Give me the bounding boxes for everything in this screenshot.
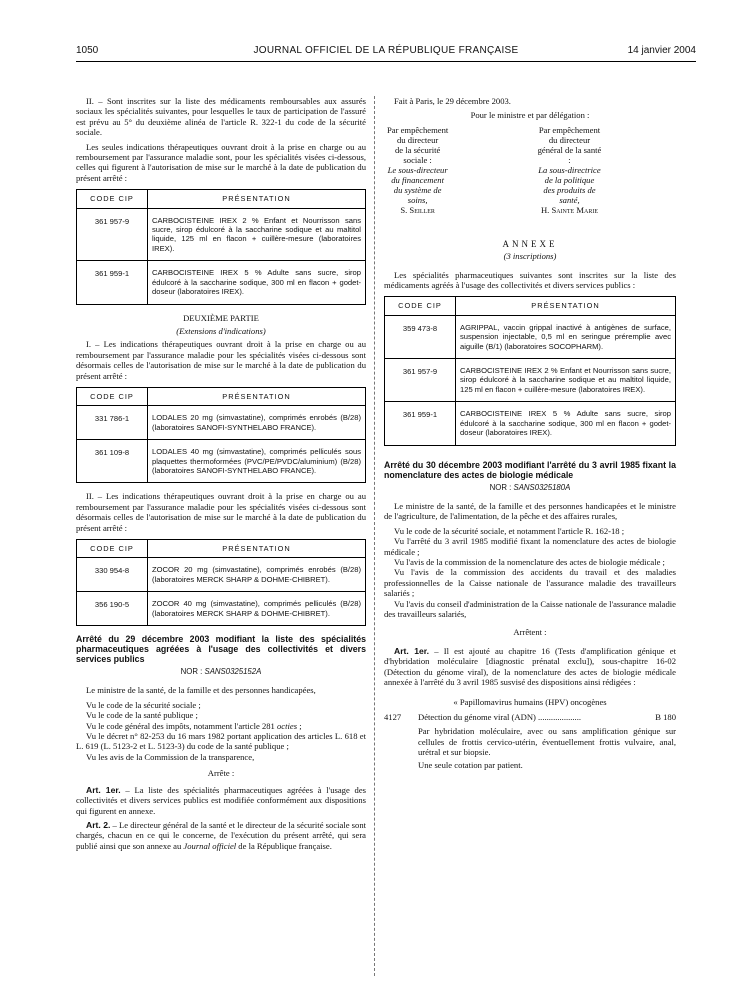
presentation: ZOCOR 20 mg (simvastatine), comprimés enrobés (B/28) (laboratoires MERCK SHARP & DOHME-CHIBRET). xyxy=(148,558,366,592)
annexe-subtitle: (3 inscriptions) xyxy=(503,251,557,262)
cip-code: 361 957-9 xyxy=(385,359,456,402)
nomenclature-line xyxy=(384,712,676,722)
visa: Vu le décret n° 82-253 du 16 mars 1982 portant application des articles L. 618 et L. 619 (L. 5123-2 et L. 5123-3) du code de la santé publique ; xyxy=(76,731,366,752)
table-row xyxy=(385,315,676,358)
presentation: LODALES 20 mg (simvastatine), comprimés enrobés (B/28) (laboratoires SANOFI-SYNTHELABO FRANCE). xyxy=(148,406,366,440)
cip-table-1 xyxy=(76,189,366,304)
hpv-heading: « Papillomavirus humains (HPV) oncogènes xyxy=(453,697,607,708)
visa: Vu le code général des impôts, notamment l'article 281 octies ; xyxy=(86,720,302,731)
nor-label: NOR : xyxy=(489,482,512,492)
col-header-code: CODE CIP xyxy=(77,540,148,558)
column-divider xyxy=(374,96,375,976)
nor-reference xyxy=(76,667,366,677)
visa: Vu les avis de la Commission de la transparence, xyxy=(86,751,255,762)
presentation: CARBOCISTEINE IREX 2 % Enfant et Nourrisson sans sucre, sirop édulcoré à la saccharine sodique et au maltitol liquide, 125 ml en flacon + cuillère-mesure (laboratoires IREX). xyxy=(148,208,366,261)
nomenclature-value: B 180 xyxy=(655,711,676,722)
visa: Vu l'avis du conseil d'administration de la Caisse nationale de l'assurance maladie des travailleurs salariés, xyxy=(384,598,676,619)
cip-code: 330 954-8 xyxy=(77,558,148,592)
page-number: 1050 xyxy=(76,45,99,56)
cip-code: 359 473-8 xyxy=(385,315,456,358)
col-header-presentation: PRÉSENTATION xyxy=(456,297,676,315)
cip-code: 361 959-1 xyxy=(77,261,148,304)
presentation: LODALES 40 mg (simvastatine), comprimés pelliculés sous plaquettes thermoformées (PVC/PE/PVDC/aluminium) (B/28) (laboratoires SANOFI-SYNTHELABO FRANCE). xyxy=(148,440,366,483)
paragraph: Les seules indications thérapeutiques ouvrant droit à la prise en charge ou au remboursement par l'assurance maladie sont, pour les spécialités visées ci-dessous, celles qui figurent à l'autorisation de mise sur le marché à la date de publication du présent arrêté : xyxy=(76,141,366,183)
cip-table-3 xyxy=(76,539,366,626)
presentation: CARBOCISTEINE IREX 2 % Enfant et Nourrisson sans sucre, sirop édulcoré à la saccharine sodique et au maltitol liquide, 125 ml en flacon + cuillère-mesure (laboratoires IREX). xyxy=(456,359,676,402)
cotation-text: Une seule cotation par patient. xyxy=(418,760,523,771)
col-header-presentation: PRÉSENTATION xyxy=(148,387,366,405)
left-column xyxy=(76,96,366,855)
article-1: Art. 1er. – La liste des spécialités pharmaceutiques agréées à l'usage des collectivités et divers services publics est modifiée conformément aux dispositions qui figurent en annexe. xyxy=(76,784,366,816)
presentation: CARBOCISTEINE IREX 5 % Adulte sans sucre, sirop édulcoré à la saccharine sodique, 300 ml en flacon + godet-doseur (laboratoires IREX). xyxy=(456,402,676,445)
visa: Vu le code de la sécurité sociale, et notamment l'article R. 162-18 ; xyxy=(394,525,625,536)
table-row xyxy=(77,208,366,261)
nor-label: NOR : xyxy=(180,667,203,677)
col-header-code: CODE CIP xyxy=(385,297,456,315)
paragraph: Le ministre de la santé, de la famille et des personnes handicapées, xyxy=(86,685,316,696)
cip-table-2 xyxy=(76,387,366,483)
hybridation-text: Par hybridation moléculaire, avec ou sans amplification génique sur cellules de frottis cervico-utérin, éventuellement frottis vulvaire, anal, urétral et sur biopsie. xyxy=(418,726,676,758)
presentation: ZOCOR 40 mg (simvastatine), comprimés pelliculés (B/28) (laboratoires MERCK SHARP & DOHME-CHIBRET). xyxy=(148,592,366,626)
article-2: Art. 2. – Le directeur général de la santé et le directeur de la sécurité sociale sont chargés, chacun en ce qui le concerne, de l'exécution du présent arrêté, qui sera publié ainsi que son annexe au Journal officiel de la République française. xyxy=(76,819,367,851)
paragraph: I. – Les indications thérapeutiques ouvrant droit à la prise en charge ou au remboursement par l'assurance maladie pour les spécialités visées ci-dessous sont désormais celles de l'autorisation de mise sur le marché à la date de publication du présent arrêté : xyxy=(76,339,366,381)
presentation: AGRIPPAL, vaccin grippal inactivé à antigènes de surface, suspension injectable, 0,5 ml en seringue préremplie avec aiguille (B/1) (laboratoires SOCOPHARM). xyxy=(456,315,676,358)
presentation: CARBOCISTEINE IREX 5 % Adulte sans sucre, sirop édulcoré à la saccharine sodique, 300 ml en flacon + godet-doseur (laboratoires IREX). xyxy=(148,261,366,304)
cip-code: 361 957-9 xyxy=(77,208,148,261)
visa: Vu le code de la santé publique ; xyxy=(86,710,198,721)
col-header-presentation: PRÉSENTATION xyxy=(148,540,366,558)
part-title: DEUXIÈME PARTIE xyxy=(183,312,259,323)
col-header-code: CODE CIP xyxy=(77,190,148,208)
table-row xyxy=(77,592,366,626)
arrete-title: Arrêté du 30 décembre 2003 modifiant l'arrêté du 3 avril 1985 fixant la nomenclature des actes de biologie médicale xyxy=(384,459,676,480)
visa: Vu l'avis de la commission des accidents du travail et des maladies professionnelles de la Caisse nationale de l'assurance maladie des travailleurs salariés ; xyxy=(384,567,676,599)
arretent-label: Arrêtent : xyxy=(513,627,547,638)
nor-code: SANS0325180A xyxy=(513,482,571,492)
part-subtitle: (Extensions d'indications) xyxy=(176,325,266,336)
cip-code: 361 109-8 xyxy=(77,440,148,483)
visa: Vu l'arrêté du 3 avril 1985 modifié fixant la nomenclature des actes de biologie médicale ; xyxy=(384,536,676,557)
cip-code: 331 786-1 xyxy=(77,406,148,440)
arrete-label: Arrête : xyxy=(207,768,235,779)
signature-left: Par empêchement du directeur de la sécurité sociale : Le sous-directeur du financement du système de soins, S. Seiller xyxy=(386,124,449,215)
nomenclature-code: 4127 xyxy=(384,711,402,722)
paragraph: II. – Les indications thérapeutiques ouvrant droit à la prise en charge ou au remboursement par l'assurance maladie pour les spécialités visées ci-dessous sont désormais celles de l'autorisation de mise sur le marché à la date de publication du présent arrêté : xyxy=(76,491,366,533)
nomenclature-label: Détection du génome viral (ADN) .................... xyxy=(418,711,582,722)
fait-a-paris: Fait à Paris, le 29 décembre 2003. xyxy=(394,96,511,106)
nor-reference xyxy=(384,483,676,493)
signature-right: Par empêchement du directeur général de la santé : La sous-directrice de la politique des produits de santé, H. Sainte Marie xyxy=(537,124,602,215)
cip-code: 361 959-1 xyxy=(385,402,456,445)
table-row xyxy=(77,440,366,483)
pour-le-ministre: Pour le ministre et par délégation : xyxy=(470,110,590,121)
nor-code: SANS0325152A xyxy=(204,667,262,677)
journal-title: JOURNAL OFFICIEL DE LA RÉPUBLIQUE FRANÇAISE xyxy=(253,45,519,56)
page-header xyxy=(76,45,696,62)
table-row xyxy=(77,558,366,592)
visa: Vu l'avis de la commission de la nomenclature des actes de biologie médicale ; xyxy=(394,556,665,567)
issue-date: 14 janvier 2004 xyxy=(627,45,696,56)
paragraph: Le ministre de la santé, de la famille et des personnes handicapées et le ministre de l'agriculture, de l'alimentation, de la pêche et des affaires rurales, xyxy=(384,500,676,522)
signatures xyxy=(384,125,676,215)
cip-code: 356 190-5 xyxy=(77,592,148,626)
table-row xyxy=(77,406,366,440)
table-row xyxy=(385,359,676,402)
cip-table-annexe xyxy=(384,296,676,445)
visa: Vu le code de la sécurité sociale ; xyxy=(86,699,201,710)
table-row xyxy=(385,402,676,445)
col-header-presentation: PRÉSENTATION xyxy=(148,190,366,208)
right-column xyxy=(384,96,676,771)
arrete-title: Arrêté du 29 décembre 2003 modifiant la liste des spécialités pharmaceutiques agréées à l'usage des collectivités et divers services publics xyxy=(76,634,366,665)
col-header-code: CODE CIP xyxy=(77,387,148,405)
paragraph: II. – Sont inscrites sur la liste des médicaments remboursables aux assurés sociaux les spécialités suivantes, pour lesquelles le taux de participation de l'assuré est prévu au 5° du deuxième alinéa de l'article R. 322-1 du code de la sécurité sociale. xyxy=(76,96,366,138)
paragraph: Les spécialités pharmaceutiques suivantes sont inscrites sur la liste des médicaments agréés à l'usage des collectivités et divers services publics : xyxy=(384,269,676,291)
table-row xyxy=(77,261,366,304)
article-1: Art. 1er. – Il est ajouté au chapitre 16 (Tests d'amplification génique et d'hybridation moléculaire [diagnostic prénatal exclu]), sous-chapitre 16-02 (Détection du génome viral), de la nomenclature des actes de biologie médicale annexée à l'arrêté du 3 avril 1985 susvisé des dispositions ainsi rédigées : xyxy=(384,645,676,687)
annexe-title: ANNEXE xyxy=(502,238,558,249)
